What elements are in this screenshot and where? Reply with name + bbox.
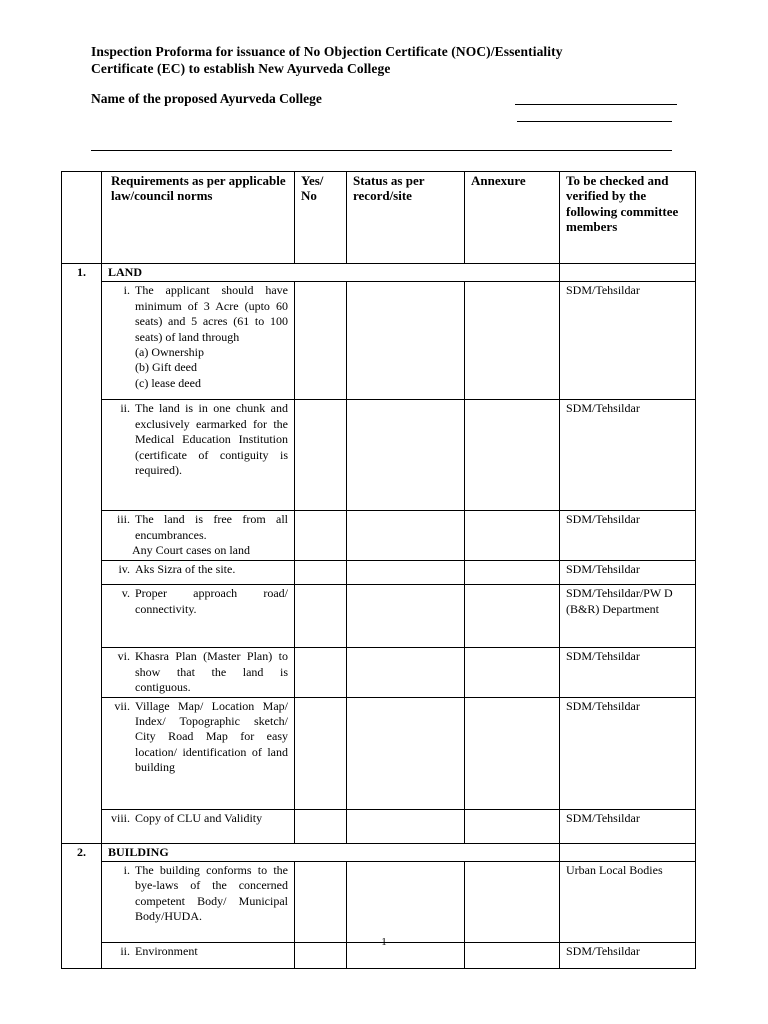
title-line-1: Inspection Proforma for issuance of No Objection Certificate (NOC)/Essentiality: [91, 44, 563, 59]
college-name-label: Name of the proposed Ayurveda College: [91, 91, 322, 106]
status-cell[interactable]: [347, 585, 465, 648]
yes-no-cell[interactable]: [295, 511, 347, 561]
checked-by-cell: Urban Local Bodies: [560, 862, 696, 943]
status-cell[interactable]: [347, 809, 465, 843]
checked-by-cell: SDM/Tehsildar: [560, 511, 696, 561]
checked-by-cell: SDM/Tehsildar/PW D (B&R) Department: [560, 585, 696, 648]
yes-no-cell[interactable]: [295, 400, 347, 511]
requirement-text: The land is in one chunk and exclusively earmarked for the Medical Education Institution (certificate of contiguity is required).: [135, 401, 288, 478]
requirement-cell: [102, 585, 295, 648]
requirement-cell: [102, 511, 295, 561]
item-roman-numeral: iii.: [116, 512, 130, 527]
checked-by-cell: SDM/Tehsildar: [560, 282, 696, 400]
requirement-text: Khasra Plan (Master Plan) to show that the land is contiguous.: [135, 649, 288, 695]
table-row: [62, 511, 696, 561]
header-requirements: Requirements as per applicable law/council norms: [102, 172, 295, 264]
college-name-blank-1: [515, 104, 677, 105]
yes-no-cell[interactable]: [295, 809, 347, 843]
status-cell[interactable]: [347, 862, 465, 943]
checked-by-cell: SDM/Tehsildar: [560, 648, 696, 697]
item-roman-numeral: vi.: [117, 649, 130, 664]
header-yes-no: Yes/ No: [295, 172, 347, 264]
annexure-cell[interactable]: [465, 282, 560, 400]
section-check-cell: [560, 843, 696, 861]
checked-by-cell: SDM/Tehsildar: [560, 561, 696, 585]
table-row: [62, 809, 696, 843]
section-number: 1.: [62, 264, 102, 844]
annexure-cell[interactable]: [465, 809, 560, 843]
annexure-cell[interactable]: [465, 697, 560, 809]
yes-no-cell[interactable]: [295, 648, 347, 697]
page-number: 1: [381, 936, 387, 948]
inspection-table: [61, 171, 696, 969]
requirement-cell: [102, 809, 295, 843]
annexure-cell[interactable]: [465, 585, 560, 648]
header-sno-cell: [62, 172, 102, 264]
table-row: [62, 862, 696, 943]
annexure-cell[interactable]: [465, 862, 560, 943]
annexure-cell[interactable]: [465, 561, 560, 585]
requirement-text: The applicant should have minimum of 3 Acre (upto 60 seats) and 5 acres (61 to 100 seats) of land through: [135, 283, 288, 344]
requirement-cell: [102, 862, 295, 943]
requirement-cell: [102, 282, 295, 400]
item-roman-numeral: iv.: [118, 562, 130, 577]
item-roman-numeral: ii.: [120, 401, 130, 416]
status-cell[interactable]: [347, 282, 465, 400]
status-cell[interactable]: [347, 648, 465, 697]
yes-no-cell[interactable]: [295, 282, 347, 400]
table-header-row: [62, 172, 696, 264]
college-name-blank-3: [91, 150, 672, 151]
document-title: [91, 43, 681, 77]
requirement-cell: [102, 648, 295, 697]
requirement-cell: [102, 697, 295, 809]
checked-by-cell: SDM/Tehsildar: [560, 809, 696, 843]
section-check-cell: [560, 264, 696, 282]
checked-by-cell: SDM/Tehsildar: [560, 697, 696, 809]
section-row: [62, 264, 696, 282]
requirement-text: Proper approach road/ connectivity.: [135, 586, 288, 616]
requirement-text: Aks Sizra of the site.: [135, 562, 236, 577]
requirement-sub-option: (a) Ownership: [135, 345, 204, 360]
section-row: [62, 843, 696, 861]
table-row: [62, 585, 696, 648]
yes-no-cell[interactable]: [295, 585, 347, 648]
status-cell[interactable]: [347, 511, 465, 561]
item-roman-numeral: i.: [123, 863, 130, 878]
requirement-sub-option: (c) lease deed: [135, 375, 201, 390]
item-roman-numeral: viii.: [110, 810, 130, 825]
yes-no-cell[interactable]: [295, 697, 347, 809]
yes-no-cell[interactable]: [295, 862, 347, 943]
checked-by-cell: SDM/Tehsildar: [560, 943, 696, 969]
section-title: LAND: [102, 264, 560, 282]
section-title: BUILDING: [102, 843, 560, 861]
requirement-sub-option: (b) Gift deed: [135, 360, 197, 375]
item-roman-numeral: ii.: [120, 944, 130, 959]
table-row: [62, 282, 696, 400]
requirement-cell: [102, 400, 295, 511]
requirement-note: Any Court cases on land: [132, 543, 250, 558]
annexure-cell[interactable]: [465, 648, 560, 697]
annexure-cell[interactable]: [465, 511, 560, 561]
item-roman-numeral: vii.: [114, 698, 130, 713]
item-roman-numeral: i.: [123, 283, 130, 298]
table-row: [62, 697, 696, 809]
header-checked-by: To be checked and verified by the following committee members: [560, 172, 696, 264]
requirement-text: Copy of CLU and Validity: [135, 810, 263, 825]
requirement-cell: [102, 561, 295, 585]
header-annexure: Annexure: [465, 172, 560, 264]
table-row: [62, 561, 696, 585]
title-line-2: Certificate (EC) to establish New Ayurveda College: [91, 61, 391, 76]
college-name-blank-2: [517, 121, 672, 122]
table-row: [62, 648, 696, 697]
yes-no-cell[interactable]: [295, 561, 347, 585]
status-cell[interactable]: [347, 561, 465, 585]
requirement-text: The land is free from all encumbrances.: [135, 512, 288, 542]
annexure-cell[interactable]: [465, 400, 560, 511]
requirement-text: Village Map/ Location Map/ Index/ Topographic sketch/ City Road Map for easy location/ identification of land building: [135, 698, 288, 775]
status-cell[interactable]: [347, 400, 465, 511]
requirement-text: Environment: [135, 944, 198, 959]
header-status: Status as per record/site: [347, 172, 465, 264]
status-cell[interactable]: [347, 697, 465, 809]
checked-by-cell: SDM/Tehsildar: [560, 400, 696, 511]
table-row: [62, 400, 696, 511]
requirement-text: The building conforms to the bye-laws of the concerned competent Body/ Municipal Body/HUDA.: [135, 863, 288, 924]
section-number: 2.: [62, 843, 102, 968]
item-roman-numeral: v.: [121, 586, 130, 601]
